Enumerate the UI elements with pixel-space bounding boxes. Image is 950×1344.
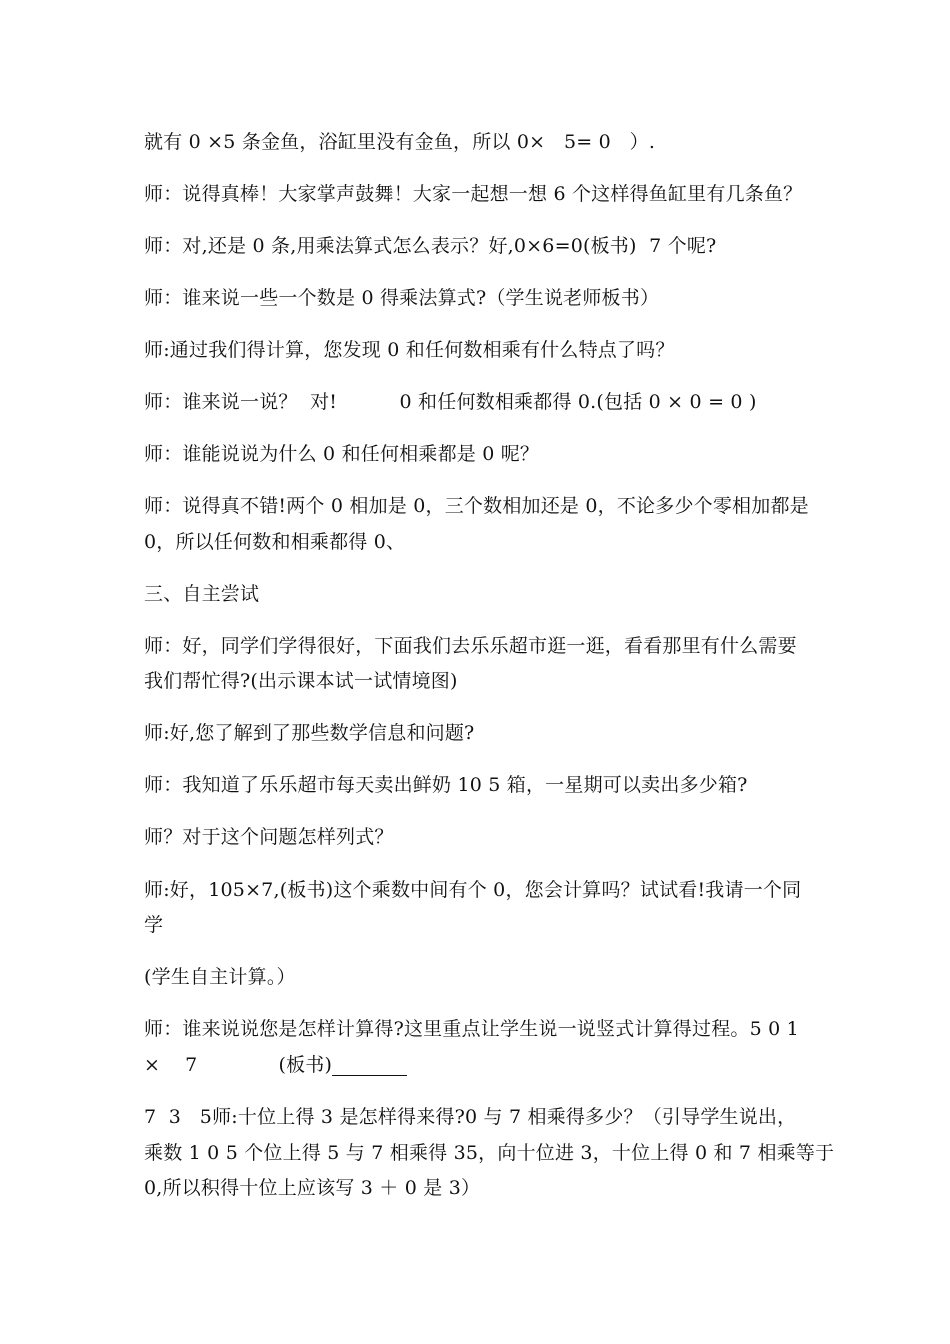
text-line: 师：对,还是 0 条,用乘法算式怎么表示？好,0×6=0(板书) 7 个呢? xyxy=(144,235,717,257)
text-line: 师：我知道了乐乐超市每天卖出鲜奶 10 5 箱，一星期可以卖出多少箱? xyxy=(144,774,748,796)
text-line: 师：谁来说一说？ 对! 0 和任何数相乘都得 0.(包括 0 × 0 = 0 ) xyxy=(144,391,757,413)
text-line: 我们帮忙得?(出示课本试一试情境图) xyxy=(144,670,458,692)
calc-underline xyxy=(332,1054,407,1076)
section-heading: 三、自主尝试 xyxy=(144,583,260,605)
question-text: 师:十位上得 3 是怎样得来得?0 与 7 相乘得多少？ xyxy=(212,1106,643,1128)
text-line: 0,所以积得十位上应该写 3 ＋ 0 是 3） xyxy=(144,1177,481,1199)
text-line: 师：说得真不错!两个 0 相加是 0，三个数相加还是 0，不论多少个零相加都是 xyxy=(144,495,809,517)
text-line: 师:好,您了解到了那些数学信息和问题? xyxy=(144,722,475,744)
text-line: 就有 0 ×5 条金鱼，浴缸里没有金鱼，所以 0× 5= 0 ）. xyxy=(144,131,656,153)
text-line xyxy=(144,1104,796,1130)
multiplier-text: × 7 (板书) xyxy=(144,1054,333,1076)
text-line: 师：谁能说说为什么 0 和任何相乘都是 0 呢？ xyxy=(144,443,540,465)
text-line: 师？对于这个问题怎样列式？ xyxy=(144,826,394,848)
text-line: 师：谁来说一些一个数是 0 得乘法算式?（学生说老师板书） xyxy=(144,287,660,309)
text-line: 师：好，同学们学得很好，下面我们去乐乐超市逛一逛，看看那里有什么需要 xyxy=(144,635,797,657)
text-line: 师:通过我们得计算，您发现 0 和任何数相乘有什么特点了吗？ xyxy=(144,339,675,361)
guidance-text: （引导学生说出， xyxy=(642,1106,797,1128)
vertical-calc-row xyxy=(144,1052,407,1078)
text-line: 师:好，105×7,(板书)这个乘数中间有个 0，您会计算吗？试试看!我请一个同 xyxy=(144,879,802,901)
text-line: (学生自主计算。） xyxy=(144,966,296,988)
text-line: 学 xyxy=(144,914,164,936)
text-line: 0，所以任何数和相乘都得 0、 xyxy=(144,531,406,553)
text-line: 师：谁来说说您是怎样计算得?这里重点让学生说一说竖式计算得过程。5 0 1 xyxy=(144,1018,799,1040)
product-digits: 7 3 5 xyxy=(144,1106,213,1128)
text-line: 乘数 1 0 5 个位上得 5 与 7 相乘得 35，向十位进 3，十位上得 0 和 7 相乘等于 xyxy=(144,1142,835,1164)
text-line: 师：说得真棒！大家掌声鼓舞！大家一起想一想 6 个这样得鱼缸里有几条鱼？ xyxy=(144,183,803,205)
